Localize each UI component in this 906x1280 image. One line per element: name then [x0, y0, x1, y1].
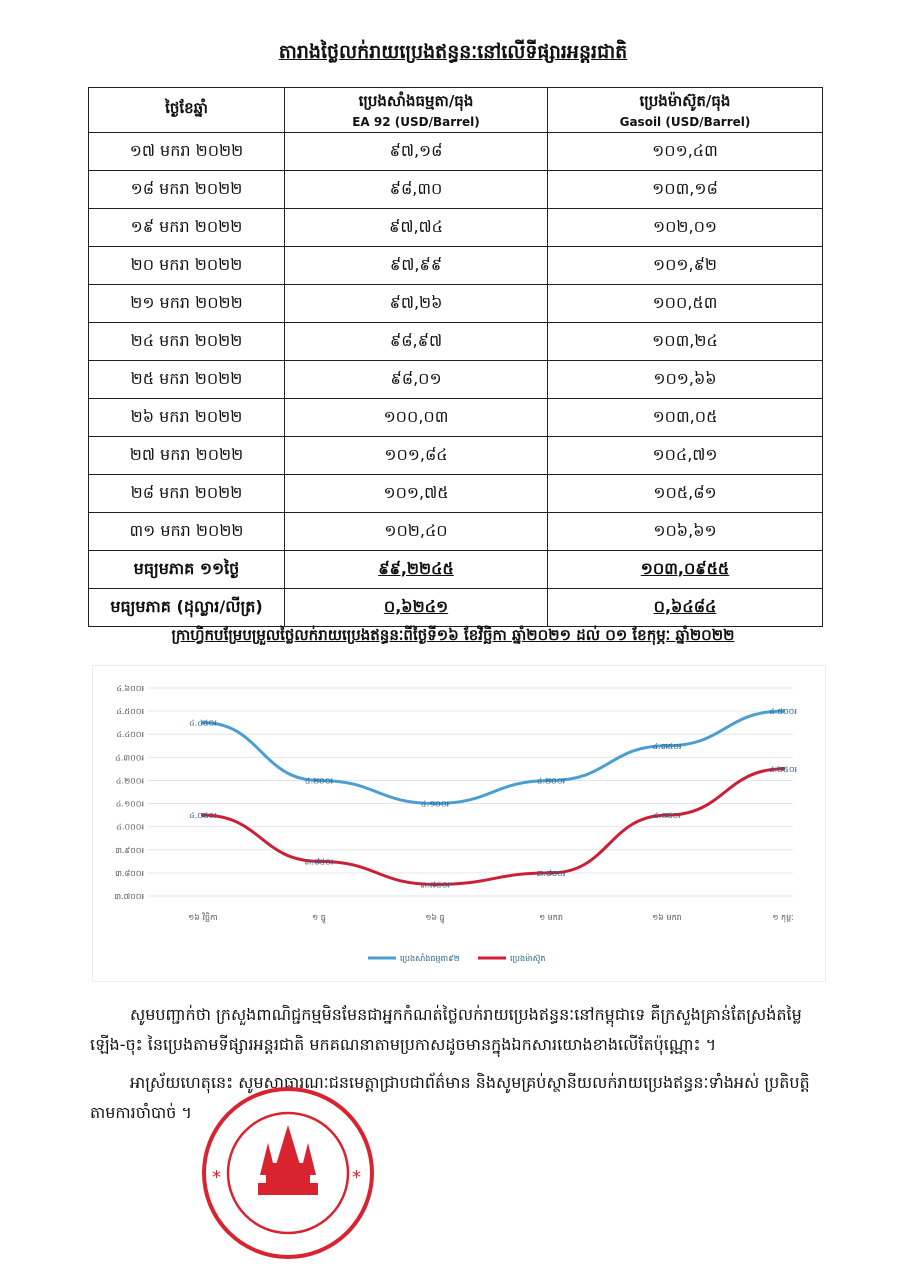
cell-date: ១៧ មករា ២០២២: [89, 133, 285, 171]
cell-gasoil: ១០១,៩២: [548, 247, 823, 285]
y-tick-label: ៤.១០០៛: [115, 799, 144, 809]
avg-litre-gas: ០,៦៤៨៤: [548, 589, 823, 627]
cell-gasoil: ១០៣,០៥: [548, 399, 823, 437]
data-label: ៤.០៥០៛: [189, 811, 217, 821]
cell-gasoil: ១០១,៦៦: [548, 361, 823, 399]
table-row: [89, 171, 823, 209]
cell-ea92: ៩៨,៣០: [285, 171, 548, 209]
fuel-price-table: [88, 87, 823, 627]
data-label: ៤.១០០៛: [420, 799, 450, 809]
table-row: [89, 285, 823, 323]
cell-date: ១៨ មករា ២០២២: [89, 171, 285, 209]
cell-date: ២៥ មករា ២០២២: [89, 361, 285, 399]
cell-ea92: ១០១,៨៤: [285, 437, 548, 475]
cell-gasoil: ១០២,០១: [548, 209, 823, 247]
svg-text:*: *: [352, 1167, 361, 1188]
cell-gasoil: ១០០,៥៣: [548, 285, 823, 323]
price-chart: [92, 665, 826, 982]
avg-gas: ១០៣,០៩៥៥: [548, 551, 823, 589]
data-label: ៣.៧៥០៛: [420, 880, 450, 890]
data-label: ៣.៨០០៛: [536, 868, 566, 878]
cell-date: ២០ មករា ២០២២: [89, 247, 285, 285]
legend-label: ប្រេងម៉ាស៊ូត: [510, 954, 546, 963]
cell-ea92: ៩៧,៧៤: [285, 209, 548, 247]
data-label: ៤.២០០៛: [304, 776, 334, 786]
legend-label: ប្រេងសាំងធម្មតា៩២: [400, 954, 460, 963]
x-tick-label: ១ កុម្ភៈ: [772, 913, 794, 922]
chart-title: ក្រាហ្វិកបម្រែបម្រួលថ្លៃលក់រាយប្រេងឥន្ធនៈពីថ្ងៃទី១៦ ខែវិច្ឆិកា ឆ្នាំ២០២១ ដល់ ០១ ខែកុម្ភៈ ឆ្នាំ២០២២: [171, 626, 735, 644]
cell-ea92: ៩៨,០១: [285, 361, 548, 399]
page-title: តារាងថ្លៃលក់រាយប្រេងឥន្ធនៈនៅលើទីផ្សារអន្តរជាតិ: [278, 41, 628, 63]
cell-gasoil: ១០៣,១៨: [548, 171, 823, 209]
y-tick-label: ៣.៨០០៛: [115, 868, 144, 878]
cell-gasoil: ១០១,៤៣: [548, 133, 823, 171]
avg-label: មធ្យមភាគ ១១ថ្ងៃ: [89, 551, 285, 589]
table-row: [89, 361, 823, 399]
cell-date: ២៨ មករា ២០២២: [89, 475, 285, 513]
cell-gasoil: ១០៦,៦១: [548, 513, 823, 551]
avg-litre-row: [89, 589, 823, 627]
cell-gasoil: ១០៤,៧១: [548, 437, 823, 475]
table-row: [89, 513, 823, 551]
cell-ea92: ១០១,៧៥: [285, 475, 548, 513]
cell-date: ២១ មករា ២០២២: [89, 285, 285, 323]
y-tick-label: ៤.២០០៛: [115, 776, 144, 786]
data-label: ៤.២០០៛: [536, 776, 566, 786]
y-tick-label: ៤.៣០០៛: [115, 753, 144, 763]
cell-ea92: ៩៨,៩៧: [285, 323, 548, 361]
x-tick-label: ១៦ មករា: [652, 913, 682, 922]
cell-gasoil: ១០៣,២៤: [548, 323, 823, 361]
header-gasoil: ប្រេងម៉ាស៊ូត/ធុង Gasoil (USD/Barrel): [548, 88, 823, 133]
x-tick-label: ១៦ ធ្នូ: [425, 913, 445, 922]
table-row: [89, 133, 823, 171]
notice-paragraph: សូមបញ្ជាក់ថា ក្រសួងពាណិជ្ជកម្មមិនមែនជាអ្នកកំណត់ថ្លៃលក់រាយប្រេងឥន្ធនៈនៅកម្ពុជាទេ គឺក្រសួងគ្រាន់តែស្រង់តម្លៃឡើង-ចុះ នៃប្រេងតាមទីផ្សារអន្តរជាតិ មកគណនាតាមប្រកាសដូចមានក្នុងឯកសារយោងខាងលើតែប៉ុណ្ណោះ ។: [90, 1005, 802, 1054]
cell-gasoil: ១០៥,៨១: [548, 475, 823, 513]
table-header-row: [89, 88, 823, 133]
avg-litre-ea: ០,៦២៤១: [285, 589, 548, 627]
avg-row: [89, 551, 823, 589]
chart-svg: [93, 666, 825, 981]
table-row: [89, 399, 823, 437]
x-tick-label: ១ មករា: [539, 913, 563, 922]
x-tick-label: ១៦ វិច្ឆិកា: [188, 913, 218, 922]
y-tick-label: ៤.០០០៛: [116, 822, 144, 832]
cell-ea92: ១០០,០៣: [285, 399, 548, 437]
data-label: ៤.៤៥០៛: [189, 718, 217, 728]
cell-date: ៣១ មករា ២០២២: [89, 513, 285, 551]
cell-date: ១៩ មករា ២០២២: [89, 209, 285, 247]
avg-litre-label: មធ្យមភាគ (ដុល្លារ/លីត្រ): [89, 589, 285, 627]
table-row: [89, 247, 823, 285]
header-ea92: ប្រេងសាំងធម្មតា/ធុង EA 92 (USD/Barrel): [285, 88, 548, 133]
y-tick-label: ៤.៦០០៛: [116, 684, 144, 693]
data-label: ៤.០៥០៛: [653, 811, 681, 821]
y-tick-label: ៤.៤០០៛: [116, 730, 144, 740]
cell-ea92: ៩៧,២៦: [285, 285, 548, 323]
cell-ea92: ៩៧,៩៩: [285, 247, 548, 285]
data-label: ៣.៨៥០៛: [304, 857, 334, 867]
cell-ea92: ១០២,៤០: [285, 513, 548, 551]
data-label: ៤.៣៥០៛: [652, 741, 682, 751]
y-tick-label: ៣.៩០០៛: [115, 845, 144, 855]
header-date: ថ្ងៃខែឆ្នាំ: [89, 88, 285, 133]
y-tick-label: ៣.៧០០៛: [114, 892, 144, 901]
data-label: ៤.២៥០៛: [768, 764, 798, 774]
y-tick-label: ៤.៥០០៛: [116, 707, 144, 717]
data-label: ៤.៥០០៛: [769, 707, 797, 717]
table-row: [89, 209, 823, 247]
table-row: [89, 475, 823, 513]
avg-ea: ៩៩,២២៤៥: [285, 551, 548, 589]
svg-text:*: *: [212, 1167, 221, 1188]
table-row: [89, 437, 823, 475]
table-row: [89, 323, 823, 361]
cell-date: ២៧ មករា ២០២២: [89, 437, 285, 475]
x-tick-label: ១ ធ្នូ: [312, 913, 326, 922]
cell-date: ២៦ មករា ២០២២: [89, 399, 285, 437]
cell-ea92: ៩៧,១៨: [285, 133, 548, 171]
cell-date: ២៤ មករា ២០២២: [89, 323, 285, 361]
ministry-seal-stamp: [200, 1085, 390, 1265]
instruction-paragraph: អាស្រ័យហេតុនេះ សូមសាធារណៈជនមេត្តាជ្រាបជាព័ត៌មាន និងសូមគ្រប់ស្ថានីយលក់រាយប្រេងឥន្ធនៈទាំងអស់ ប្រតិបត្តិតាមការចាំបាច់ ។: [90, 1073, 810, 1122]
